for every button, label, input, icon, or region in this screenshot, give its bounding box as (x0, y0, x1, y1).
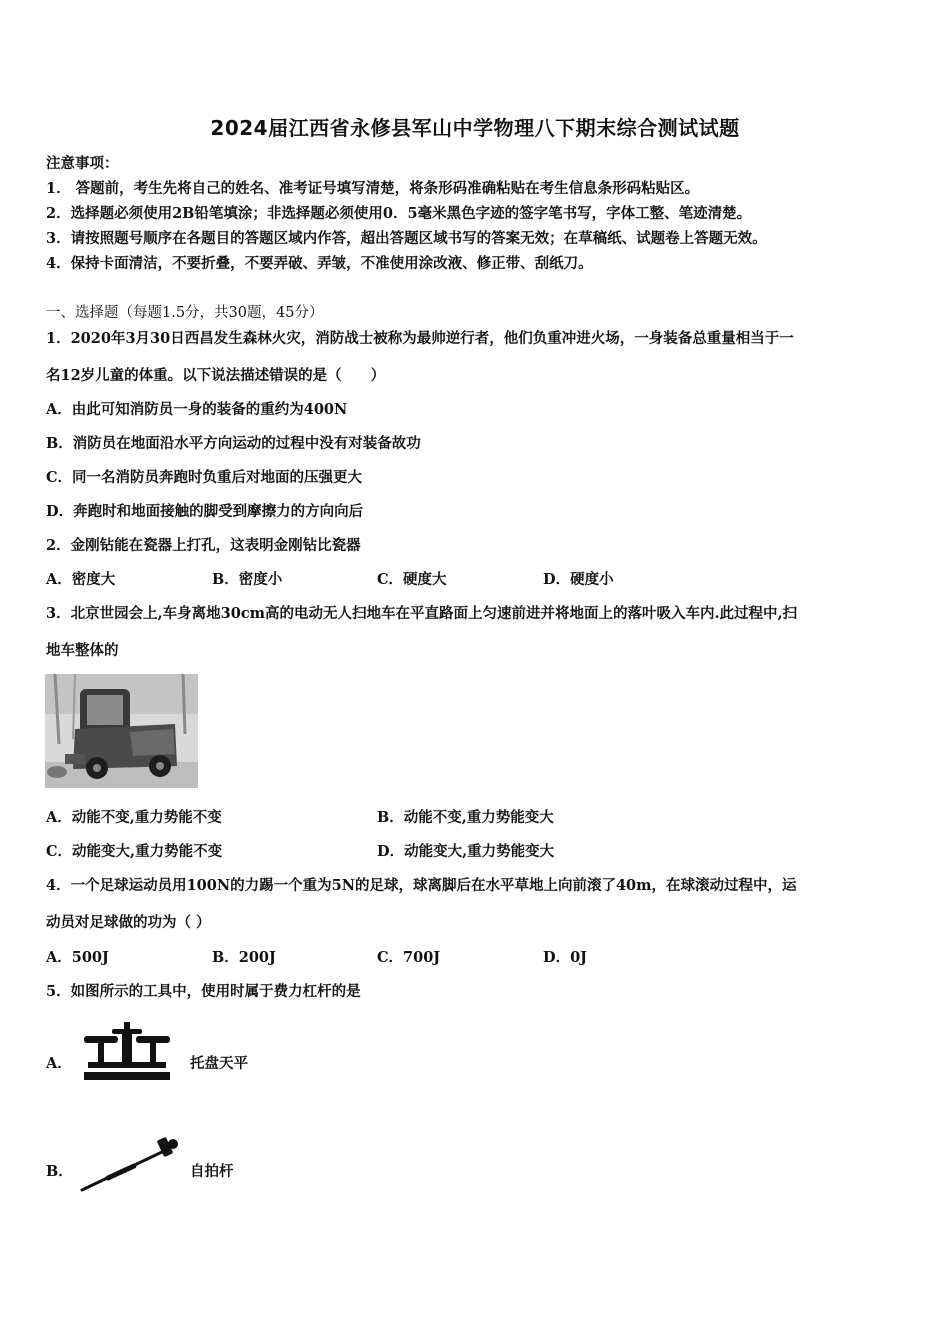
q1-stem-line1: 1．2020年3月30日西昌发生森林火灾，消防战士被称为最帅逆行者，他们负重冲进火场，一身装备总重量相当于一 (46, 330, 794, 347)
q3-stem-line2: 地车整体的 (46, 642, 119, 659)
q4-stem-line2: 动员对足球做的功为（ ） (46, 914, 211, 931)
q5-stem: 5．如图所示的工具中，使用时属于费力杠杆的是 (46, 983, 361, 1000)
notice-item-4: 4．保持卡面清洁，不要折叠，不要弄破、弄皱，不准使用涂改液、修正带、刮纸刀。 (46, 255, 593, 272)
q3-option-a: A．动能不变,重力势能不变 (46, 809, 222, 826)
q2-option-b: B．密度小 (212, 571, 283, 588)
q4-option-c: C．700J (377, 949, 441, 966)
q5-option-a-letter: A． (46, 1055, 72, 1072)
q5-option-a-label: 托盘天平 (190, 1055, 248, 1072)
q4-option-a: A．500J (46, 949, 109, 966)
notice-item-2: 2．选择题必须使用2B铅笔填涂；非选择题必须使用0．5毫米黑色字迹的签字笔书写，字体工整、笔迹清楚。 (46, 205, 752, 222)
q4-option-b: B．200J (212, 949, 276, 966)
q3-stem-line1: 3．北京世园会上,车身离地30cm高的电动无人扫地车在平直路面上匀速前进并将地面上的落叶吸入车内.此过程中,扫 (46, 605, 798, 622)
q3-option-c: C．动能变大,重力势能不变 (46, 843, 223, 860)
q3-option-b: B．动能不变,重力势能变大 (377, 809, 554, 826)
q4-option-d: D．0J (543, 949, 588, 966)
q5-option-b-label: 自拍杆 (190, 1163, 234, 1180)
section-heading: 一、选择题（每题1.5分，共30题，45分） (46, 305, 324, 321)
q4-stem-line1: 4．一个足球运动员用100N的力踢一个重为5N的足球，球离脚后在水平草地上向前滚了40m，在球滚动过程中，运 (46, 877, 797, 894)
q1-stem-line2: 名12岁儿童的体重。以下说法描述错误的是（ ） (46, 367, 386, 384)
balance-scale-icon (82, 1020, 172, 1082)
q5-option-b-letter: B． (46, 1163, 73, 1180)
q2-option-a: A．密度大 (46, 571, 116, 588)
q2-stem: 2．金刚钻能在瓷器上打孔，这表明金刚钻比瓷器 (46, 537, 361, 554)
street-sweeper-photo (45, 674, 198, 788)
selfie-stick-icon (78, 1132, 182, 1194)
q1-option-a: A．由此可知消防员一身的装备的重约为400N (46, 401, 348, 418)
q2-option-d: D．硬度小 (543, 571, 614, 588)
notice-heading: 注意事项： (46, 155, 119, 172)
q1-option-c: C．同一名消防员奔跑时负重后对地面的压强更大 (46, 469, 363, 486)
page-title: 2024届江西省永修县军山中学物理八下期末综合测试试题 (210, 116, 740, 140)
q2-option-c: C．硬度大 (377, 571, 447, 588)
notice-item-3: 3．请按照题号顺序在各题目的答题区域内作答，超出答题区域书写的答案无效；在草稿纸、试题卷上答题无效。 (46, 230, 767, 247)
q1-option-d: D．奔跑时和地面接触的脚受到摩擦力的方向向后 (46, 503, 364, 520)
q1-option-b: B．消防员在地面沿水平方向运动的过程中没有对装备故功 (46, 435, 421, 452)
notice-item-1: 1． 答题前，考生先将自己的姓名、准考证号填写清楚，将条形码准确粘贴在考生信息条形码粘贴区。 (46, 180, 700, 197)
q3-option-d: D．动能变大,重力势能变大 (377, 843, 555, 860)
